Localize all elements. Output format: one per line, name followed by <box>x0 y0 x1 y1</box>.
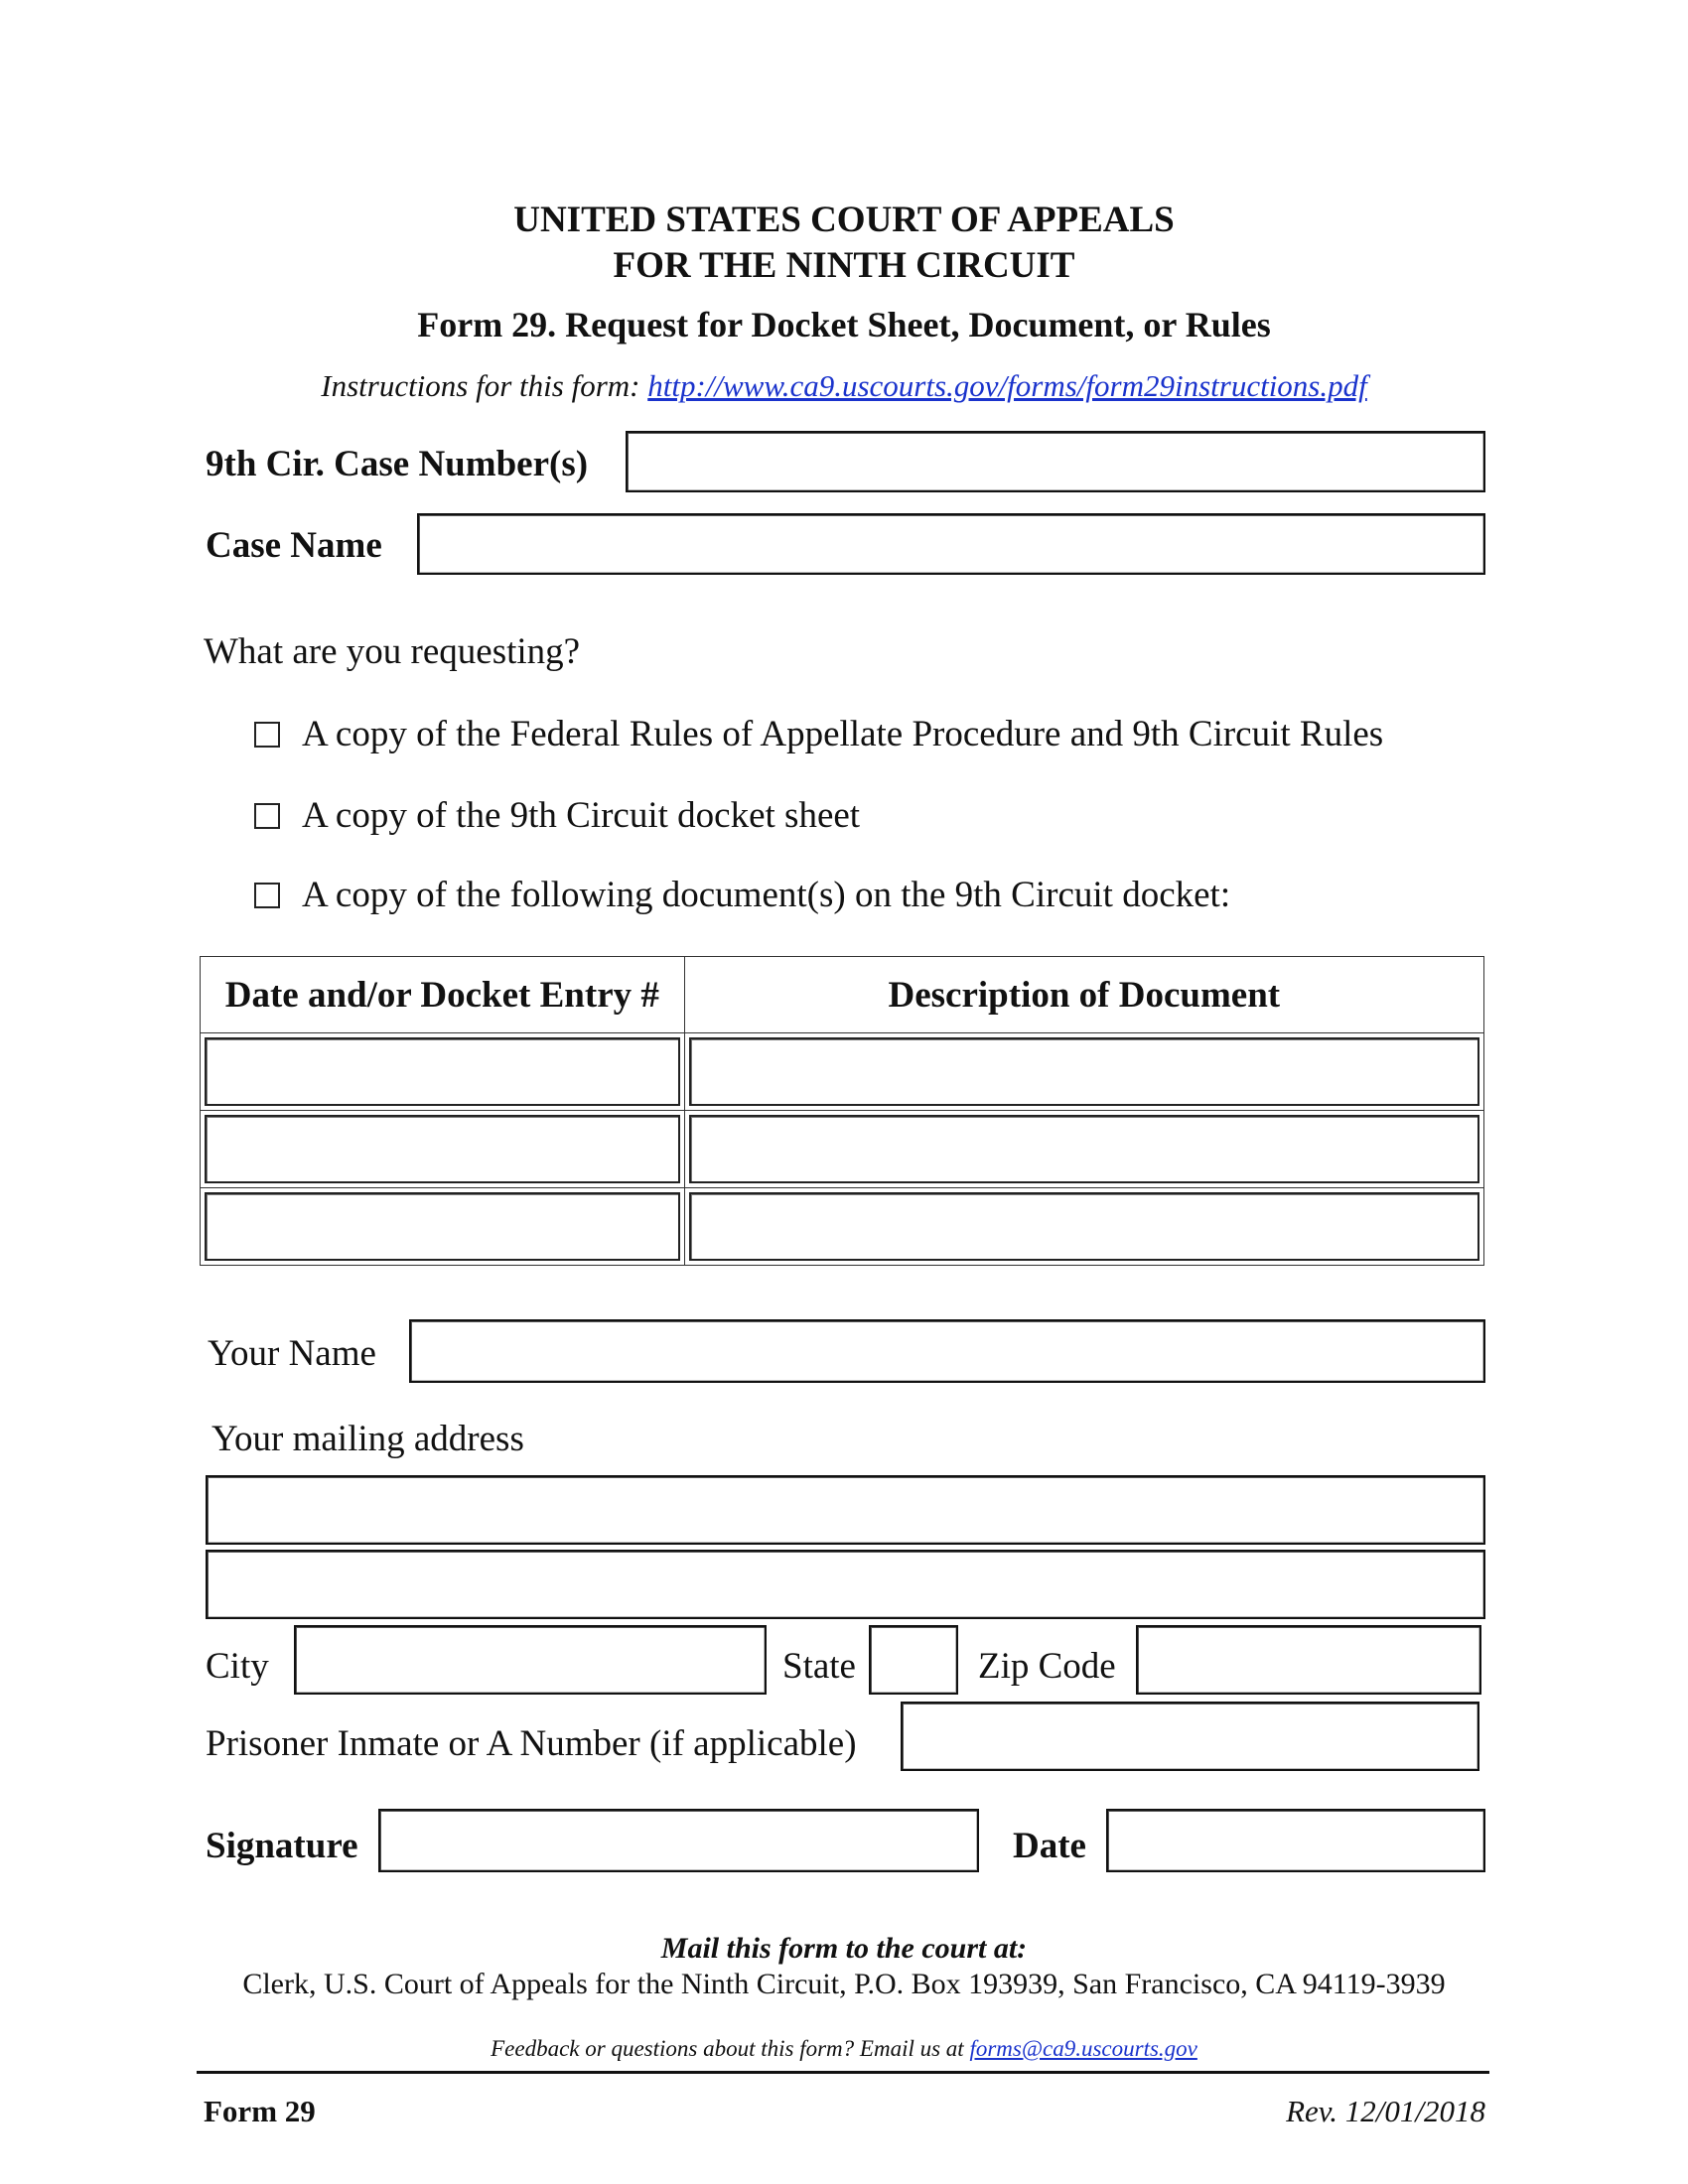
mail-heading: Mail this form to the court at: <box>660 1932 1028 1965</box>
option-rules-checkbox[interactable] <box>254 722 280 748</box>
case-number-label: 9th Cir. Case Number(s) <box>206 444 589 484</box>
your-name-input[interactable] <box>409 1319 1485 1383</box>
date-label: Date <box>1013 1826 1086 1866</box>
option-rules[interactable] <box>254 713 1383 755</box>
signature-label: Signature <box>206 1826 358 1866</box>
date-input[interactable] <box>1106 1809 1485 1872</box>
docket-entry-input-1[interactable] <box>205 1037 680 1106</box>
case-number-input[interactable] <box>626 431 1485 492</box>
instructions-line <box>0 368 1688 404</box>
address-line2-input[interactable] <box>206 1550 1485 1619</box>
prisoner-number-input[interactable] <box>901 1702 1479 1771</box>
case-name-input[interactable] <box>417 513 1485 575</box>
option-rules-label: A copy of the Federal Rules of Appellate Procedure and 9th Circuit Rules <box>302 714 1384 754</box>
case-name-label: Case Name <box>206 525 382 566</box>
documents-table <box>200 956 1484 1266</box>
state-input[interactable] <box>869 1625 958 1695</box>
description-input-2[interactable] <box>689 1115 1479 1183</box>
footer-divider <box>197 2071 1489 2074</box>
option-docket-sheet-checkbox[interactable] <box>254 803 280 829</box>
your-name-label: Your Name <box>208 1333 376 1374</box>
col-date-docket: Date and/or Docket Entry # <box>201 957 685 1033</box>
form-number: Form 29 <box>204 2094 316 2128</box>
signature-input[interactable] <box>378 1809 979 1872</box>
option-docket-sheet-label: A copy of the 9th Circuit docket sheet <box>302 795 861 836</box>
revision-date: Rev. 12/01/2018 <box>1286 2094 1485 2128</box>
zip-code-input[interactable] <box>1136 1625 1481 1695</box>
city-label: City <box>206 1646 269 1687</box>
table-row <box>201 1033 1484 1111</box>
docket-entry-input-2[interactable] <box>205 1115 680 1183</box>
address-line1-input[interactable] <box>206 1475 1485 1545</box>
description-input-1[interactable] <box>689 1037 1479 1106</box>
table-row <box>201 1111 1484 1188</box>
documents-table-header <box>201 957 1484 1033</box>
col-description: Description of Document <box>684 957 1483 1033</box>
docket-entry-input-3[interactable] <box>205 1192 680 1261</box>
mail-address: Clerk, U.S. Court of Appeals for the Ninth Circuit, P.O. Box 193939, San Francisco, CA 94119-3939 <box>242 1968 1446 2000</box>
mailing-address-label: Your mailing address <box>211 1419 524 1459</box>
option-docket-sheet[interactable] <box>254 794 860 837</box>
prisoner-number-label: Prisoner Inmate or A Number (if applicable) <box>206 1723 857 1764</box>
city-input[interactable] <box>294 1625 767 1695</box>
option-documents[interactable] <box>254 874 1230 916</box>
feedback-prefix: Feedback or questions about this form? Email us at <box>491 2036 970 2061</box>
court-name-line2: FOR THE NINTH CIRCUIT <box>613 245 1075 286</box>
request-question: What are you requesting? <box>204 631 581 672</box>
court-name-line1: UNITED STATES COURT OF APPEALS <box>513 200 1175 240</box>
description-input-3[interactable] <box>689 1192 1479 1261</box>
option-documents-label: A copy of the following document(s) on the 9th Circuit docket: <box>302 875 1231 915</box>
instructions-link[interactable]: http://www.ca9.uscourts.gov/forms/form29instructions.pdf <box>647 368 1367 403</box>
feedback-email-link[interactable]: forms@ca9.uscourts.gov <box>969 2036 1197 2061</box>
instructions-prefix: Instructions for this form: <box>321 368 648 403</box>
feedback-line <box>0 2036 1688 2062</box>
option-documents-checkbox[interactable] <box>254 883 280 908</box>
table-row <box>201 1188 1484 1266</box>
zip-code-label: Zip Code <box>978 1646 1116 1687</box>
form-title: Form 29. Request for Docket Sheet, Document, or Rules <box>417 305 1271 344</box>
state-label: State <box>782 1646 856 1687</box>
